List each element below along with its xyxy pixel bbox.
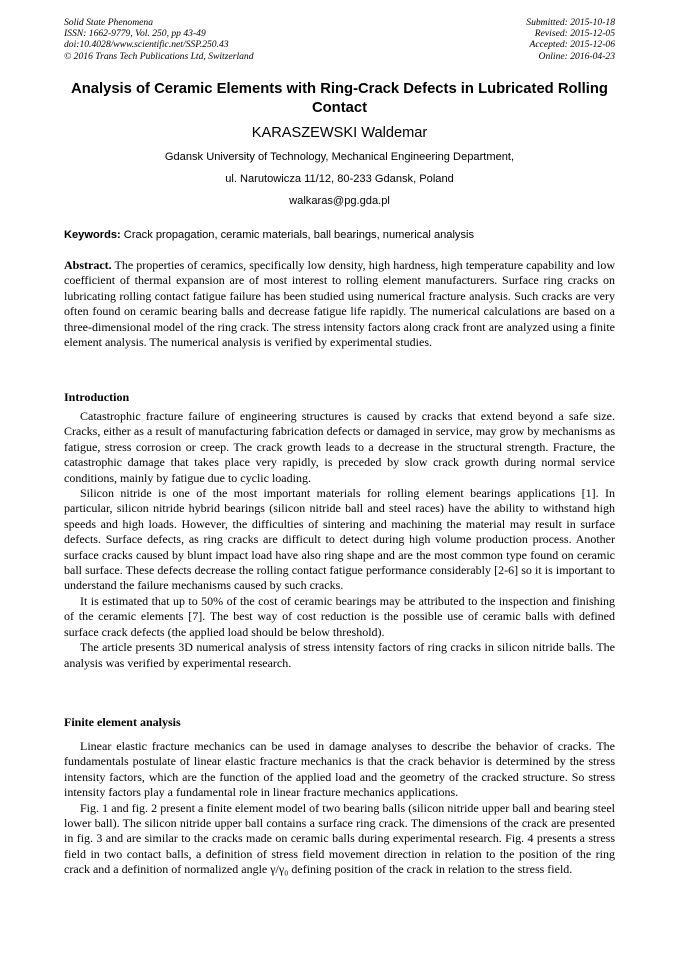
finite-element-analysis-body: [64, 739, 615, 878]
affiliation-line-1: Gdansk University of Technology, Mechanical Engineering Department,: [164, 151, 515, 163]
paper-title: Analysis of Ceramic Elements with Ring-Crack Defects in Lubricated Rolling Contact: [71, 81, 608, 116]
paragraph: The article presents 3D numerical analysis of stress intensity factors of ring cracks in silicon nitride balls. The analysis was verified by experimental research.: [64, 640, 615, 670]
copyright-line: © 2016 Trans Tech Publications Ltd, Switzerland: [64, 50, 254, 62]
section-heading-introduction: Introduction: [64, 390, 130, 404]
revised-date: Revised: 2015-12-05: [534, 28, 615, 40]
accepted-date: Accepted: 2015-12-06: [529, 39, 615, 51]
paragraph: Catastrophic fracture failure of engineering structures is caused by cracks that extend beyond a safe size. Cracks, either as a result of manufacturing fabrication defects or damaged in service, may grow by mechanisms as fatigue, stress corrosion or creep. The crack growth leads to a decrease in the structural strength. Fracture, the catastrophic damage that takes place very rapidly, is preceded by slow crack growth during normal service conditions, mainly by fatigue due to cyclic loading.: [64, 409, 615, 485]
paragraph: Fig. 1 and fig. 2 present a finite element model of two bearing balls (silicon nitride upper ball and bearing steel lower ball). The silicon nitride upper ball contains a surface ring crack. The dimensions of the crack are presented in fig. 3 and are similar to the cracks made on ceramic balls during experimental research. Fig. 4 presents a stress field in two contact balls, a definition of stress field movement direction in relation to the position of the ring crack and a definition of normalized angle γ/γ₀ defining position of the crack in relation to the stress field.: [64, 800, 615, 877]
author-email: walkaras@pg.gda.pl: [289, 195, 390, 207]
paragraph: Linear elastic fracture mechanics can be used in damage analyses to describe the behavior of cracks. The fundamentals postulate of linear elastic fracture mechanics is that the crack behavior is determined by the stress intensity factors, which are the function of the applied load and the geometry of the cracked structure. So stress intensity factors play a fundamental role in linear fracture mechanics applications.: [64, 739, 615, 800]
section-heading-finite-element-analysis: Finite element analysis: [64, 715, 181, 729]
introduction-body: [64, 409, 615, 671]
paragraph: It is estimated that up to 50% of the cost of ceramic bearings may be attributed to the inspection and finishing of the ceramic elements [7]. The best way of cost reduction is the possible use of ceramic balls with defined surface crack defects (the applied load should be below threshold).: [64, 593, 615, 639]
abstract-label: Abstract.: [64, 258, 112, 272]
doi-line: doi:10.4028/www.scientific.net/SSP.250.43: [64, 39, 229, 51]
abstract-text: The properties of ceramics, specifically low density, high hardness, high temperature capability and low coefficient of thermal expansion are of most interest to rolling element manufacturers. Surface ring cracks on lubricating rolling contact fatigue failure has been studied using numerical fracture analysis. Such cracks are very often found on ceramic bearing balls and decrease fatigue life rapidly. The numerical calculations are based on a three-dimensional model of the ring crack. The stress intensity factors along crack front are analyzed using a finite element analysis. The numerical analysis is verified by experimental studies.: [64, 258, 615, 350]
issn-line: ISSN: 1662-9779, Vol. 250, pp 43-49: [64, 28, 206, 40]
keywords-text: Crack propagation, ceramic materials, ball bearings, numerical analysis: [120, 229, 475, 241]
abstract: [64, 258, 615, 350]
keywords-label: Keywords:: [64, 229, 121, 241]
submitted-date: Submitted: 2015-10-18: [526, 17, 615, 28]
journal-name: Solid State Phenomena: [64, 17, 153, 28]
affiliation-line-2: ul. Narutowicza 11/12, 80-233 Gdansk, Poland: [225, 173, 454, 185]
online-date: Online: 2016-04-23: [538, 50, 615, 62]
keywords: [64, 228, 615, 242]
paragraph: Silicon nitride is one of the most important materials for rolling element bearings applications [1]. In particular, silicon nitride hybrid bearings (silicon nitride ball and steel races) have the ability to withstand high speeds and high loads. However, the difficulties of sintering and machining the material may result in surface defects. Surface defects, as ring cracks are difficult to detect during high volume production process. Another surface cracks caused by blunt impact load have also ring shape and are the most common type found on ceramic ball surface. These defects decrease the rolling contact fatigue performance considerably [2-6] so it is important to understand the failure mechanisms caused by such cracks.: [64, 486, 615, 593]
author-name: KARASZEWSKI Waldemar: [251, 125, 428, 141]
publication-dates: [526, 17, 615, 62]
journal-info: [64, 17, 254, 62]
